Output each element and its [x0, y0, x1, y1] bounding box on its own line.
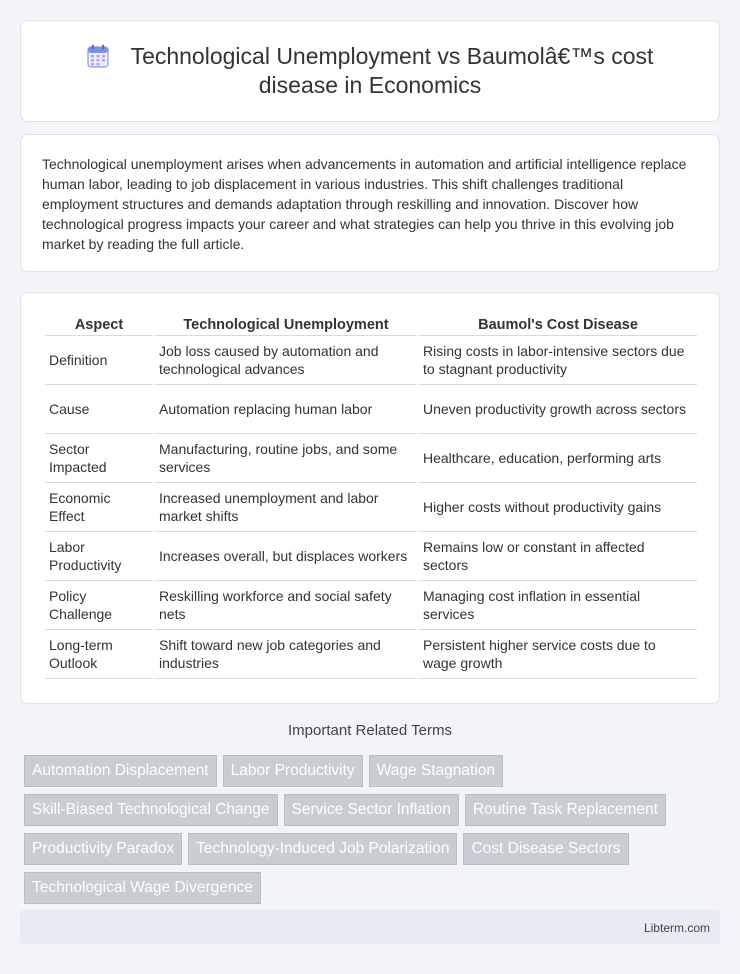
row-technological: Automation replacing human labor — [155, 385, 417, 434]
intro-card — [20, 134, 720, 272]
header-technological-unemployment: Technological Unemployment — [155, 309, 417, 336]
row-baumol: Rising costs in labor-intensive sectors due to stagnant productivity — [419, 336, 697, 385]
footer — [20, 910, 720, 944]
related-term-tag[interactable]: Wage Stagnation — [369, 755, 503, 787]
page-title-text: Technological Unemployment vs Baumolâ€™s cost disease in Economics — [130, 43, 654, 98]
row-aspect: Definition — [45, 336, 153, 385]
row-aspect: Long-term Outlook — [45, 630, 153, 679]
row-baumol: Uneven productivity growth across sectors — [419, 385, 697, 434]
table-row — [45, 385, 697, 434]
row-baumol: Higher costs without productivity gains — [419, 483, 697, 532]
row-baumol: Healthcare, education, performing arts — [419, 434, 697, 483]
table-row — [45, 581, 697, 630]
row-technological: Job loss caused by automation and technological advances — [155, 336, 417, 385]
table-row — [45, 336, 697, 385]
related-term-tag[interactable]: Cost Disease Sectors — [463, 833, 628, 865]
related-term-tag[interactable]: Automation Displacement — [24, 755, 217, 787]
row-technological: Increased unemployment and labor market shifts — [155, 483, 417, 532]
table-row — [45, 434, 697, 483]
related-term-tag[interactable]: Routine Task Replacement — [465, 794, 666, 826]
comparison-table-card — [20, 292, 720, 704]
row-baumol: Managing cost inflation in essential services — [419, 581, 697, 630]
row-technological: Shift toward new job categories and industries — [155, 630, 417, 679]
calendar-icon — [87, 44, 109, 68]
table-row — [45, 630, 697, 679]
row-aspect: Cause — [45, 385, 153, 434]
header-aspect: Aspect — [45, 309, 153, 336]
page-title — [60, 42, 680, 100]
header-baumols-cost-disease: Baumol's Cost Disease — [419, 309, 697, 336]
related-term-tag[interactable]: Service Sector Inflation — [284, 794, 459, 826]
row-technological: Reskilling workforce and social safety nets — [155, 581, 417, 630]
related-term-tag[interactable]: Labor Productivity — [223, 755, 363, 787]
related-terms-list — [24, 755, 724, 904]
intro-paragraph: Technological unemployment arises when advancements in automation and artificial intelligence replace human labor, leading to job displacement in various industries. This shift challenges traditional employment structures and demands adaptation through reskilling and innovation. Discover how technological progress impacts your career and what strategies can help you thrive in this evolving job market by reading the full article. — [42, 156, 687, 252]
table-header-row — [45, 309, 697, 336]
row-aspect: Sector Impacted — [45, 434, 153, 483]
row-aspect: Economic Effect — [45, 483, 153, 532]
related-term-tag[interactable]: Technology-Induced Job Polarization — [188, 833, 457, 865]
related-terms-title: Important Related Terms — [288, 722, 452, 739]
row-aspect: Policy Challenge — [45, 581, 153, 630]
related-term-tag[interactable]: Productivity Paradox — [24, 833, 182, 865]
row-technological: Manufacturing, routine jobs, and some services — [155, 434, 417, 483]
related-term-tag[interactable]: Skill-Biased Technological Change — [24, 794, 278, 826]
row-aspect: Labor Productivity — [45, 532, 153, 581]
header-card — [20, 20, 720, 122]
footer-site-link[interactable]: Libterm.com — [643, 921, 710, 935]
table-row — [45, 483, 697, 532]
row-baumol: Remains low or constant in affected sectors — [419, 532, 697, 581]
comparison-table — [43, 309, 699, 679]
table-row — [45, 532, 697, 581]
row-baumol: Persistent higher service costs due to wage growth — [419, 630, 697, 679]
related-term-tag[interactable]: Technological Wage Divergence — [24, 872, 261, 904]
row-technological: Increases overall, but displaces workers — [155, 532, 417, 581]
